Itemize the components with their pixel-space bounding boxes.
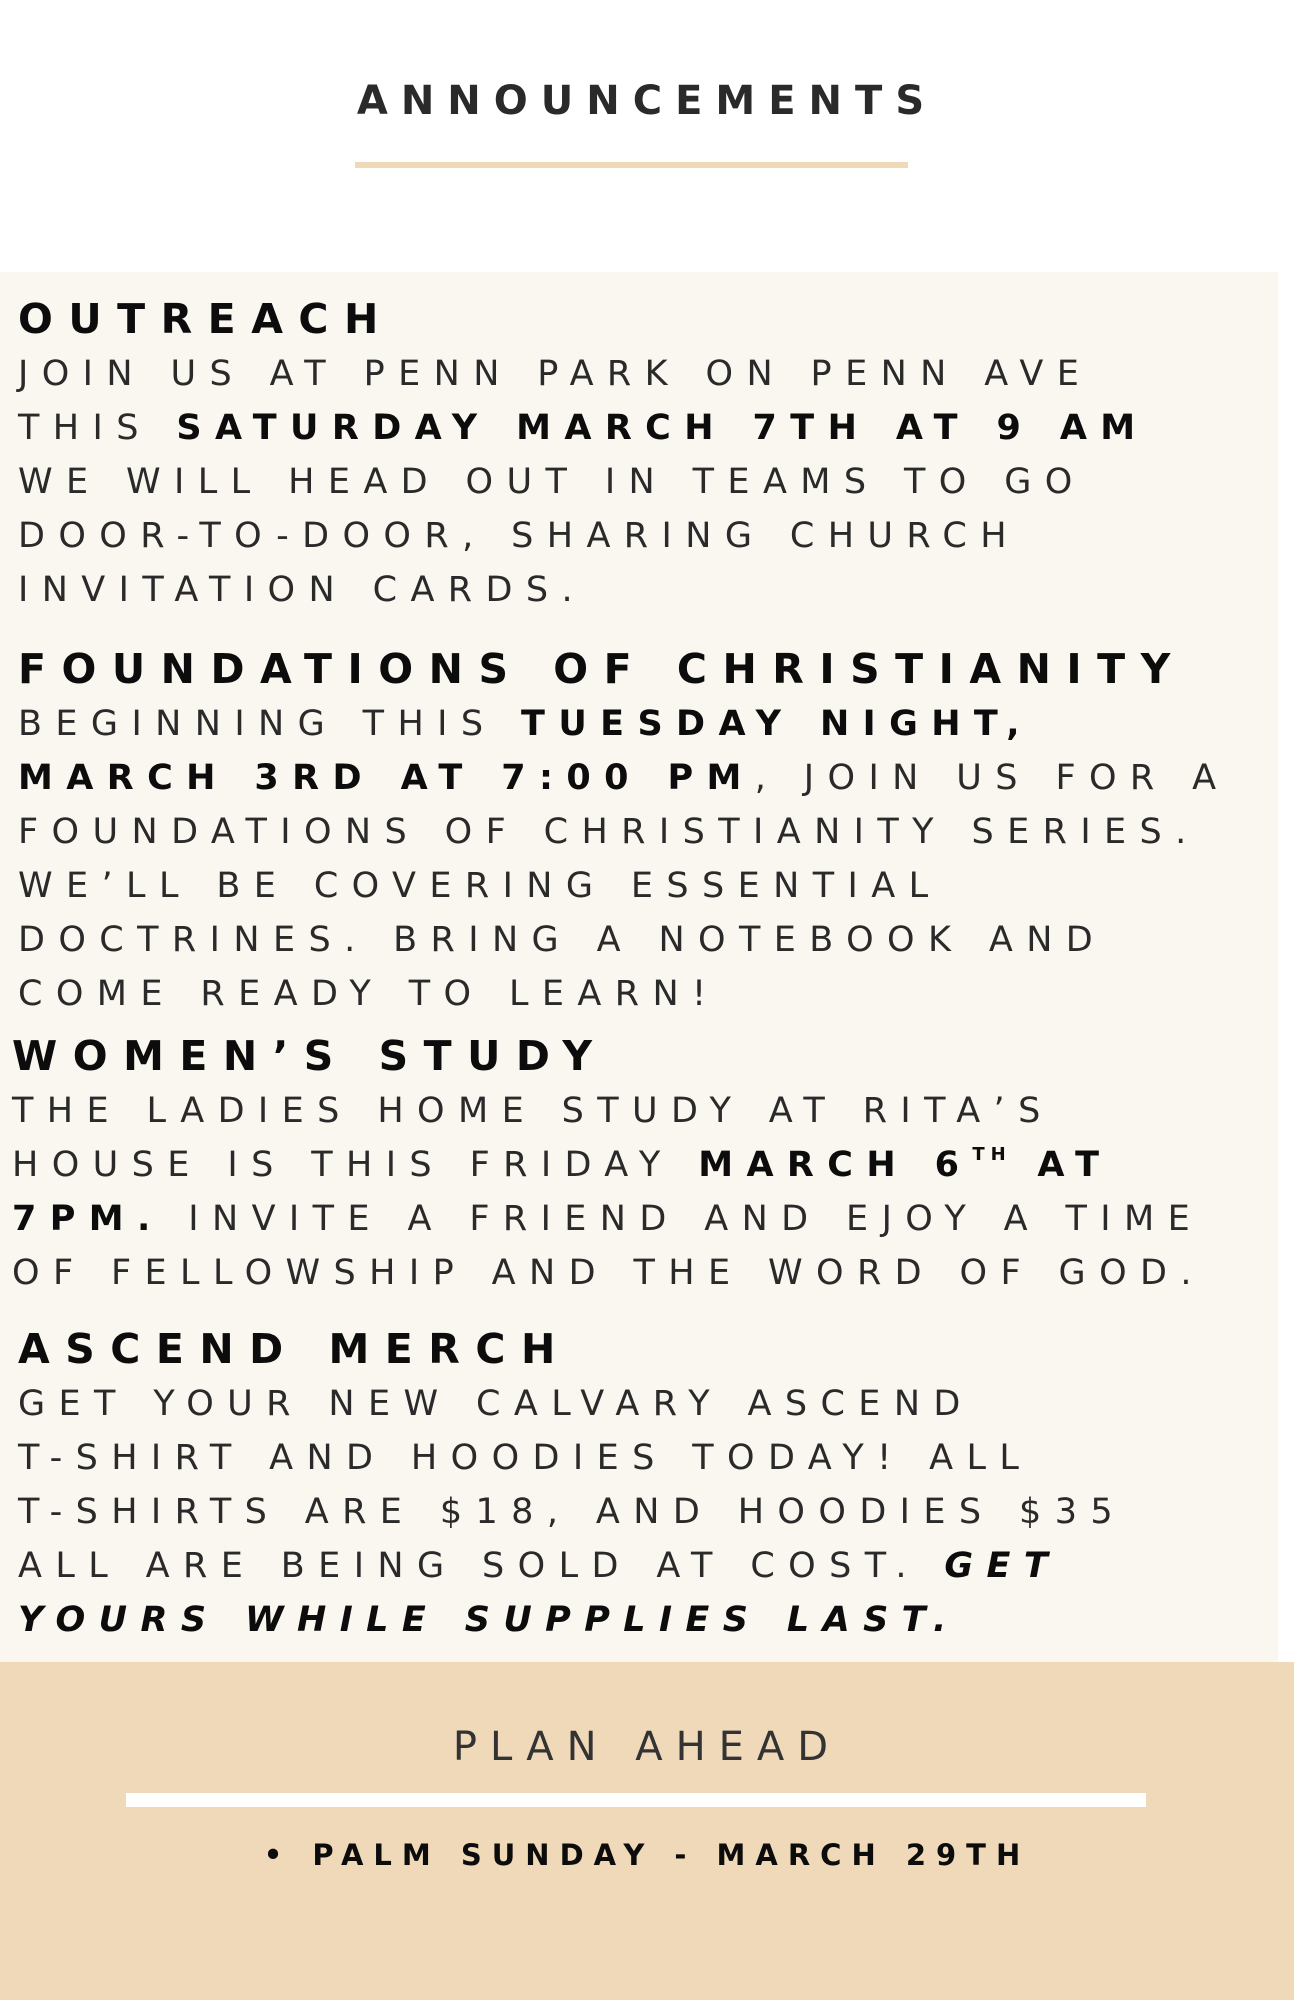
text-span: BEGINNING THIS [18, 704, 522, 744]
ordinal-suffix: TH [972, 1144, 1012, 1165]
event-date: TUESDAY NIGHT, [521, 704, 1033, 744]
text-span: AT [1011, 1145, 1113, 1185]
text-line [12, 1192, 1294, 1246]
plan-ahead-divider [126, 1793, 1146, 1807]
emphasis-text: GET [944, 1546, 1062, 1586]
text-line [18, 1539, 1294, 1593]
text-span: ALL ARE BEING SOLD AT COST. [18, 1546, 945, 1586]
section-title: WOMEN’S STUDY [12, 1032, 608, 1080]
text-line [12, 1138, 1294, 1192]
section-title: ASCEND MERCH [18, 1325, 571, 1373]
plan-ahead-panel [0, 1662, 1294, 2000]
section-outreach [18, 291, 1294, 617]
text-line: T-SHIRT AND HOODIES TODAY! ALL [18, 1438, 1033, 1478]
event-date [698, 1145, 1112, 1185]
text-span: MARCH 6 [698, 1145, 973, 1185]
text-line [18, 1593, 1294, 1647]
text-line: OF FELLOWSHIP AND THE WORD OF GOD. [12, 1253, 1205, 1293]
text-line: T-SHIRTS ARE $18, AND HOODIES $35 [18, 1492, 1127, 1532]
section-womens-study [12, 1028, 1294, 1300]
text-line [18, 697, 1294, 751]
text-line: THE LADIES HOME STUDY AT RITA’S [12, 1091, 1054, 1131]
text-line: INVITATION CARDS. [18, 570, 587, 610]
event-date: SATURDAY MARCH 7TH AT 9 AM [176, 408, 1149, 448]
event-date: MARCH 3RD AT 7:00 PM [18, 758, 755, 798]
emphasis-text: YOURS WHILE SUPPLIES LAST. [18, 1600, 960, 1640]
text-line: DOOR-TO-DOOR, SHARING CHURCH [18, 516, 1020, 556]
text-line [18, 751, 1294, 805]
section-title: OUTREACH [18, 295, 394, 343]
text-span: HOUSE IS THIS FRIDAY [12, 1145, 699, 1185]
header-divider [355, 162, 908, 168]
text-line: WE WILL HEAD OUT IN TEAMS TO GO [18, 462, 1086, 502]
text-line: COME READY TO LEARN! [18, 974, 720, 1014]
text-line: JOIN US AT PENN PARK ON PENN AVE [18, 354, 1093, 394]
page-title: ANNOUNCEMENTS [356, 78, 938, 124]
text-span: , JOIN US FOR A [754, 758, 1230, 798]
text-line: WE’LL BE COVERING ESSENTIAL [18, 866, 942, 906]
text-span: THIS [18, 408, 177, 448]
section-title: FOUNDATIONS OF CHRISTIANITY [18, 645, 1186, 693]
plan-ahead-title: PLAN AHEAD [452, 1724, 842, 1770]
text-span: INVITE A FRIEND AND EJOY A TIME [163, 1199, 1204, 1239]
text-line: FOUNDATIONS OF CHRISTIANITY SERIES. [18, 812, 1200, 852]
plan-ahead-item: • PALM SUNDAY - MARCH 29TH [263, 1838, 1031, 1872]
event-time: 7PM. [12, 1199, 164, 1239]
text-line: DOCTRINES. BRING A NOTEBOOK AND [18, 920, 1107, 960]
section-foundations [18, 641, 1294, 1021]
text-line: GET YOUR NEW CALVARY ASCEND [18, 1384, 974, 1424]
text-line [18, 401, 1294, 455]
section-merch [18, 1321, 1294, 1647]
